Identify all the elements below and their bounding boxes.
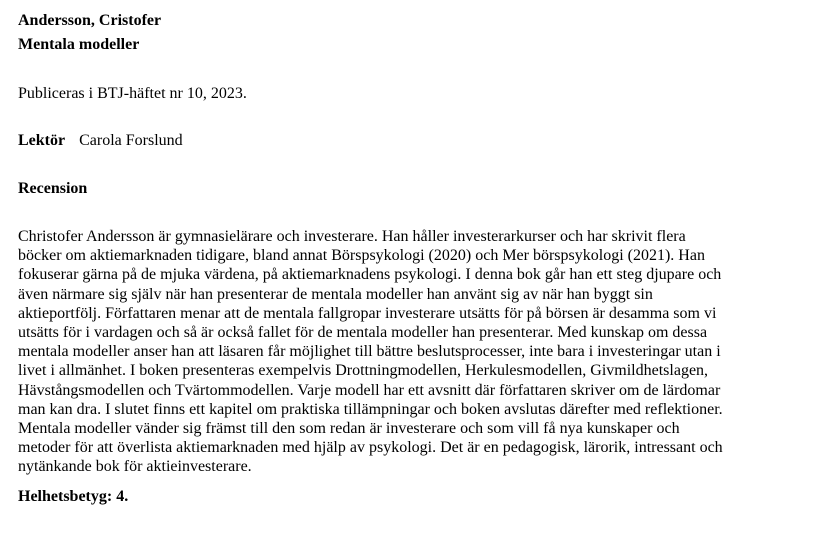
review-body xyxy=(18,227,808,477)
publication-note: Publiceras i BTJ-häftet nr 10, 2023. xyxy=(18,85,247,102)
book-title: Mentala modeller xyxy=(18,36,140,53)
review-line: böcker om aktiemarknaden tidigare, bland annat Börspsykologi (2020) och Mer börspsykologi (2021). Han xyxy=(18,247,705,265)
lektor-label: Lektör xyxy=(18,132,66,149)
overall-rating: Helhetsbetyg: 4. xyxy=(18,488,129,505)
review-line: även närmare sig själv när han presenterar de mentala modeller han använt sig av när han byggt sin xyxy=(18,285,653,303)
section-heading: Recension xyxy=(18,180,88,197)
lektor-name: Carola Forslund xyxy=(79,132,183,149)
review-line: mentala modeller anser han att läsaren får möjlighet till bättre beslutsprocesser, inte bara i investeringar utan i xyxy=(18,343,721,361)
review-line: aktieportfölj. Författaren menar att de mentala fallgropar investerare utsätts för på börsen är desamma som vi xyxy=(18,304,717,322)
review-line: man kan dra. I slutet finns ett kapitel om praktiska tillämpningar och boken avslutas därefter med reflektioner. xyxy=(18,400,723,418)
review-line: metoder för att överlista aktiemarknaden med hjälp av psykologi. Det är en pedagogisk, lärorik, intressant och xyxy=(18,439,723,457)
review-line: fokuserar gärna på de mjuka värdena, på aktiemarknadens psykologi. I denna bok går han ett steg djupare och xyxy=(18,266,722,284)
review-line: utsätts för i vardagen och så är också fallet för de mentala modeller han presenterar. Med kunskap om dessa xyxy=(18,324,708,342)
author-name: Andersson, Cristofer xyxy=(18,12,162,29)
lektor-row xyxy=(18,131,183,150)
review-line: livet i allmänhet. I boken presenteras exempelvis Drottningmodellen, Herkulesmodellen, Givmildhetslagen, xyxy=(18,362,709,380)
review-line: nytänkande bok för aktieinvesterare. xyxy=(18,458,252,476)
review-line: Hävstångsmodellen och Tvärtommodellen. Varje modell har ett avsnitt där författaren skriver om de lärdomar xyxy=(18,381,721,399)
review-line: Mentala modeller vänder sig främst till den som redan är investerare och som vill få nya kunskaper och xyxy=(18,420,680,438)
review-line: Christofer Andersson är gymnasielärare och investerare. Han håller investerarkurser och har skrivit flera xyxy=(18,228,686,245)
